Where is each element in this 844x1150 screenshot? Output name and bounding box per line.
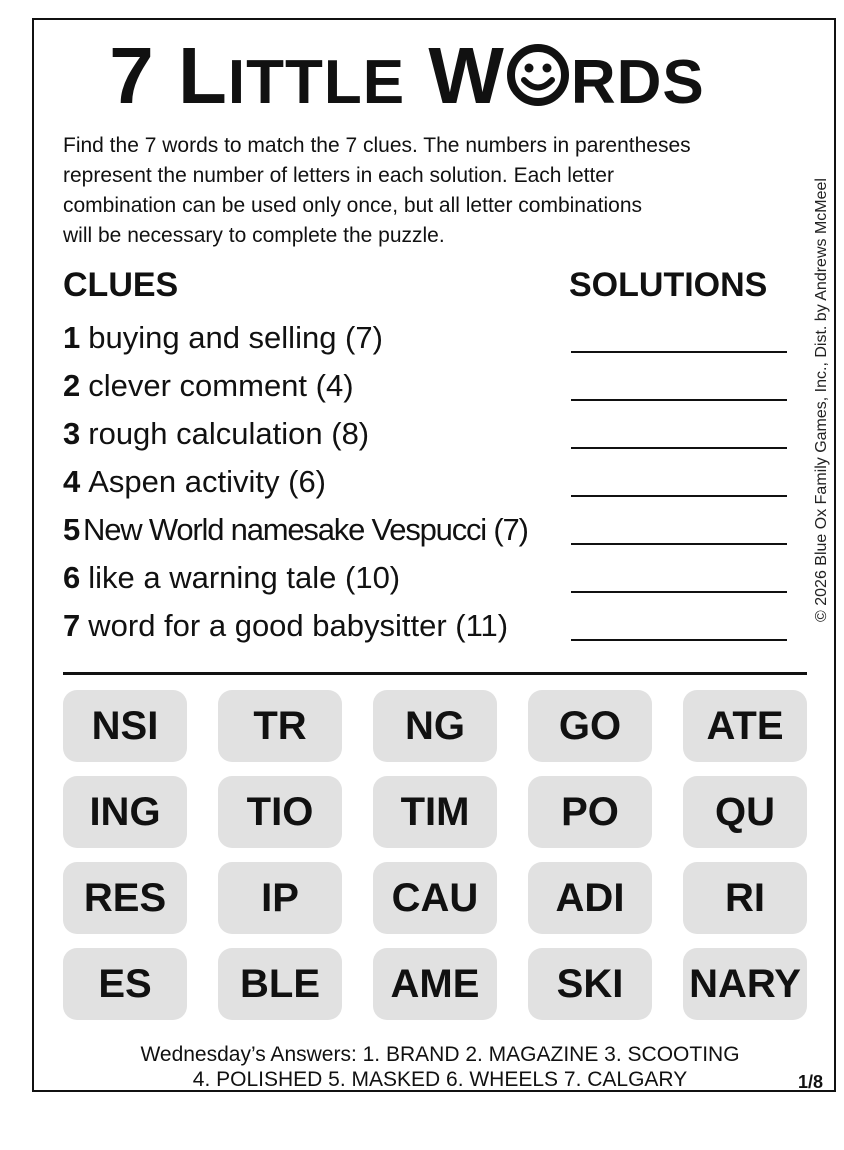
solution-line-6[interactable] <box>571 591 787 593</box>
clue-2 <box>63 366 354 406</box>
letter-tile[interactable]: SKI <box>528 948 652 1020</box>
letter-tile[interactable]: TR <box>218 690 342 762</box>
solution-line-2[interactable] <box>571 399 787 401</box>
instructions-line: Find the 7 words to match the 7 clues. The numbers in parentheses <box>63 134 691 157</box>
clues-header: CLUES <box>63 266 179 304</box>
clue-number: 2 <box>63 368 81 403</box>
puzzle-title <box>0 31 814 120</box>
title-letters: ITTLE <box>227 48 406 117</box>
clue-7 <box>63 606 508 646</box>
clue-number: 7 <box>63 608 81 643</box>
clue-3 <box>63 414 369 454</box>
instructions-line: will be necessary to complete the puzzle. <box>63 224 445 247</box>
instructions <box>63 131 813 251</box>
clue-text: Aspen activity (6) <box>88 464 327 499</box>
solutions-header: SOLUTIONS <box>569 266 768 304</box>
smiley-face-icon <box>506 43 570 107</box>
letter-tile[interactable]: ATE <box>683 690 807 762</box>
letter-tile[interactable]: IP <box>218 862 342 934</box>
clue-number: 5 <box>63 512 80 547</box>
letter-tile[interactable]: NG <box>373 690 497 762</box>
clue-5 <box>63 510 528 550</box>
solution-line-5[interactable] <box>571 543 787 545</box>
previous-answers-line: 4. POLISHED 5. MASKED 6. WHEELS 7. CALGARY <box>192 1068 688 1091</box>
letter-tile[interactable]: QU <box>683 776 807 848</box>
clue-text: rough calculation (8) <box>88 416 370 451</box>
previous-answers-line: Wednesday’s Answers: 1. BRAND 2. MAGAZINE 3. SCOOTING <box>140 1043 740 1066</box>
letter-tile[interactable]: BLE <box>218 948 342 1020</box>
letter-tile[interactable]: NARY <box>683 948 807 1020</box>
solution-line-1[interactable] <box>571 351 787 353</box>
clue-text: clever comment (4) <box>88 368 354 403</box>
instructions-line: represent the number of letters in each solution. Each letter <box>63 164 614 187</box>
clue-1 <box>63 318 383 358</box>
solution-line-7[interactable] <box>571 639 787 641</box>
solution-line-3[interactable] <box>571 447 787 449</box>
title-letter: L <box>178 31 228 120</box>
clue-number: 1 <box>63 320 81 355</box>
letter-tile[interactable]: ADI <box>528 862 652 934</box>
letter-tile[interactable]: NSI <box>63 690 187 762</box>
letter-tile[interactable]: RES <box>63 862 187 934</box>
letter-tile[interactable]: CAU <box>373 862 497 934</box>
clue-text: word for a good babysitter (11) <box>88 608 509 643</box>
letter-tile[interactable]: AME <box>373 948 497 1020</box>
clue-text: buying and selling (7) <box>88 320 383 355</box>
instructions-line: combination can be used only once, but all letter combinations <box>63 194 643 217</box>
clue-text: New World namesake Vespucci (7) <box>83 512 528 547</box>
letter-tile[interactable]: ING <box>63 776 187 848</box>
section-divider <box>63 672 807 675</box>
letter-tile[interactable]: TIO <box>218 776 342 848</box>
clue-text: like a warning tale (10) <box>88 560 401 595</box>
copyright-credit: © 2026 Blue Ox Family Games, Inc., Dist. by Andrews McMeel <box>813 178 830 622</box>
clue-6 <box>63 558 400 598</box>
letter-tile[interactable]: TIM <box>373 776 497 848</box>
letter-tile[interactable]: PO <box>528 776 652 848</box>
title-letters: RDS <box>570 48 705 117</box>
solution-line-4[interactable] <box>571 495 787 497</box>
letter-tile[interactable]: RI <box>683 862 807 934</box>
title-letter: W <box>428 31 505 120</box>
clue-number: 3 <box>63 416 81 451</box>
clue-number: 6 <box>63 560 81 595</box>
page-number: 1/8 <box>798 1072 824 1092</box>
title-number: 7 <box>109 31 155 120</box>
letter-tile[interactable]: ES <box>63 948 187 1020</box>
clue-number: 4 <box>63 464 81 499</box>
letter-tile[interactable]: GO <box>528 690 652 762</box>
clue-4 <box>63 462 326 502</box>
